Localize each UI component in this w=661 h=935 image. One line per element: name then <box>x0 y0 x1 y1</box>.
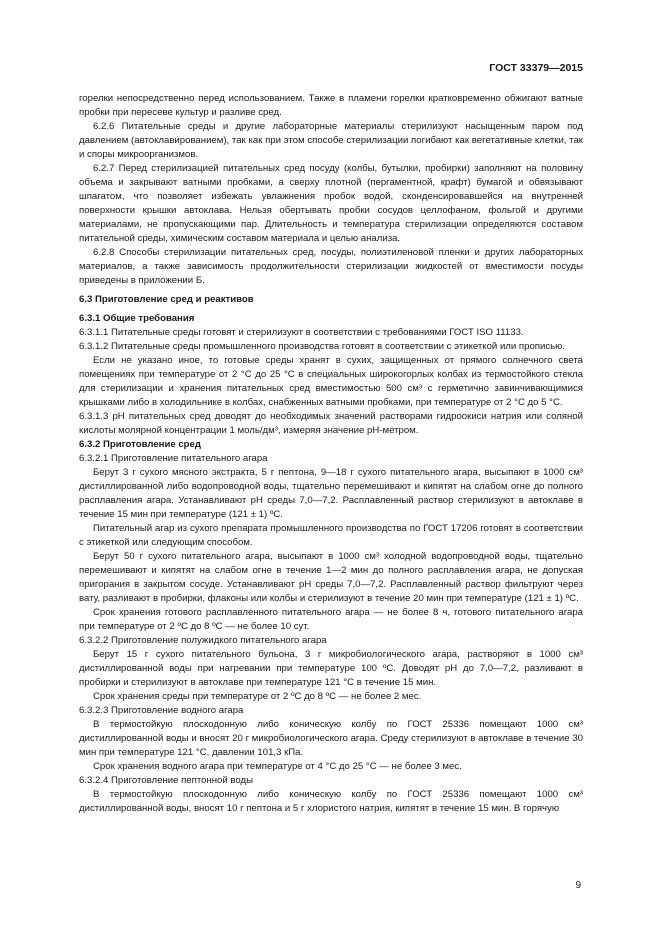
paragraph: 6.3.2.1 Приготовление питательного агара <box>79 453 268 464</box>
paragraph: 6.3.2.3 Приготовление водного агара <box>79 705 244 716</box>
paragraph: 6.2.7 Перед стерилизацией питательных сред посуду (колбы, бутылки, пробирки) заполняют на половину объема и закрывают ватными пробками, а сверху плотной (пергаментной, крафт) бумагой и обвязывают шпагатом, что позволяет избежать увлажнения пробок водой, сконденсировавшейся на внутренней поверхности крышки автоклава. Нельзя обертывать пробки сосудов целлофаном, фольгой и другими материалами, не пропускающими пар. Длительность и температура стерилизации определяются составом питательной среды, химическим составом материала и целью анализа. <box>79 163 583 244</box>
document-body <box>79 92 583 816</box>
paragraph: Берут 50 г сухого питательного агара, высыпают в 1000 см³ холодной водопроводной воды, тщательно перемешивают и кипятят на слабом огне в течение 1—2 мин до полного расплавления агара, не допуская пригорания в закрытом сосуде. Устанавливают pH среды 7,0—7,2. Расплавленный раствор фильтруют через вату, разливают в пробирки, флаконы или колбы и стерилизуют в течение 20 мин при температуре (121 ± 1) ºС. <box>79 551 583 604</box>
subsection-heading: 6.3.2 Приготовление сред <box>79 439 201 450</box>
section-heading: 6.3 Приготовление сред и реактивов <box>79 294 254 305</box>
paragraph: В термостойкую плоскодонную либо коническую колбу по ГОСТ 25336 помещают 1000 см³ дистиллированной воды и вносят 20 г микробиологического агара. Среду стерилизуют в автоклаве в течение 30 мин при температуре 121 °С, давлении 101,3 кПа. <box>79 719 583 758</box>
paragraph: 6.2.8 Способы стерилизации питательных сред, посуды, полиэтиленовой пленки и других лабораторных материалов, а также зависимость продолжительности стерилизации жидкостей от вместимости посуды приведены в приложении Б. <box>79 247 583 286</box>
page-number: 9 <box>575 880 581 891</box>
paragraph: горелки непосредственно перед использованием. Также в пламени горелки кратковременно обжигают ватные пробки при пересеве культур и разливе сред. <box>79 93 583 118</box>
paragraph: Срок хранения готового расплавленного питательного агара — не более 8 ч, готового питательного агара при температуре от 2 ºС до 8 ºС — не более 10 сут. <box>79 607 583 632</box>
paragraph: Срок хранения водного агара при температуре от 4 °С до 25 °С — не более 3 мес. <box>93 761 462 772</box>
paragraph: Питательный агар из сухого препарата промышленного производства по ГОСТ 17206 готовят в соответствии с этикеткой или следующим способом. <box>79 523 583 548</box>
paragraph: 6.2.6 Питательные среды и другие лабораторные материалы стерилизуют насыщенным паром под давлением (автоклавированием), так как при этом способе стерилизации погибают как вегетативные клетки, так и споры микроорганизмов. <box>79 121 583 160</box>
subsection-heading: 6.3.1 Общие требования <box>79 313 195 324</box>
paragraph: 6.3.1.2 Питательные среды промышленного производства готовят в соответствии с этикеткой или прописью. <box>79 341 566 352</box>
paragraph: 6.3.1.3 pH питательных сред доводят до необходимых значений растворами гидроокиси натрия или соляной кислоты молярной концентрации 1 моль/дм³, измеряя значение pH-метром. <box>79 411 583 436</box>
paragraph: 6.3.2.2 Приготовление полужидкого питательного агара <box>79 635 327 646</box>
document-code: ГОСТ 33379—2015 <box>489 62 583 74</box>
paragraph: Если не указано иное, то готовые среды хранят в сухих, защищенных от прямого солнечного света помещениях при температуре от 2 °С до 25 °С в специальных широкогорлых колбах из термостойкого стекла для стерилизации и хранения питательных сред вместимостью 500 см³ с герметично завинчивающимися крышками либо в холодильнике в колбах, снабженных ватными пробками, при температуре от 2 °С до 5 °С. <box>79 355 583 408</box>
paragraph: 6.3.1.1 Питательные среды готовят и стерилизуют в соответствии с требованиями ГОСТ ISO 11133. <box>79 327 524 338</box>
paragraph: Берут 3 г сухого мясного экстракта, 5 г пептона, 9—18 г сухого питательного агара, высыпают в 1000 см³ дистиллированной либо водопроводной воды, тщательно перемешивают и кипятят на слабом огне до полного расплавления агара. Устанавливают pH среды 7,0—7,2. Расплавленный раствор стерилизуют в автоклаве в течение 15 мин при температуре (121 ± 1) ºС. <box>79 467 583 520</box>
paragraph: В термостойкую плоскодонную либо коническую колбу по ГОСТ 25336 помещают 1000 см³ дистиллированной воды, вносят 10 г пептона и 5 г хлористого натрия, кипятят в течение 15 мин. В горячую <box>79 789 583 814</box>
paragraph: 6.3.2.4 Приготовление пептонной воды <box>79 775 254 786</box>
paragraph: Берут 15 г сухого питательного бульона, 3 г микробиологического агара, растворяют в 1000 см³ дистиллированной воды при нагревании при температуре 100 ºС. Доводят pH до 7,0—7,2, разливают в пробирки и стерилизуют в автоклаве при температуре 121 °С в течение 15 мин. <box>79 649 583 688</box>
paragraph: Срок хранения среды при температуре от 2 ºС до 8 ºС — не более 2 мес. <box>93 691 422 702</box>
